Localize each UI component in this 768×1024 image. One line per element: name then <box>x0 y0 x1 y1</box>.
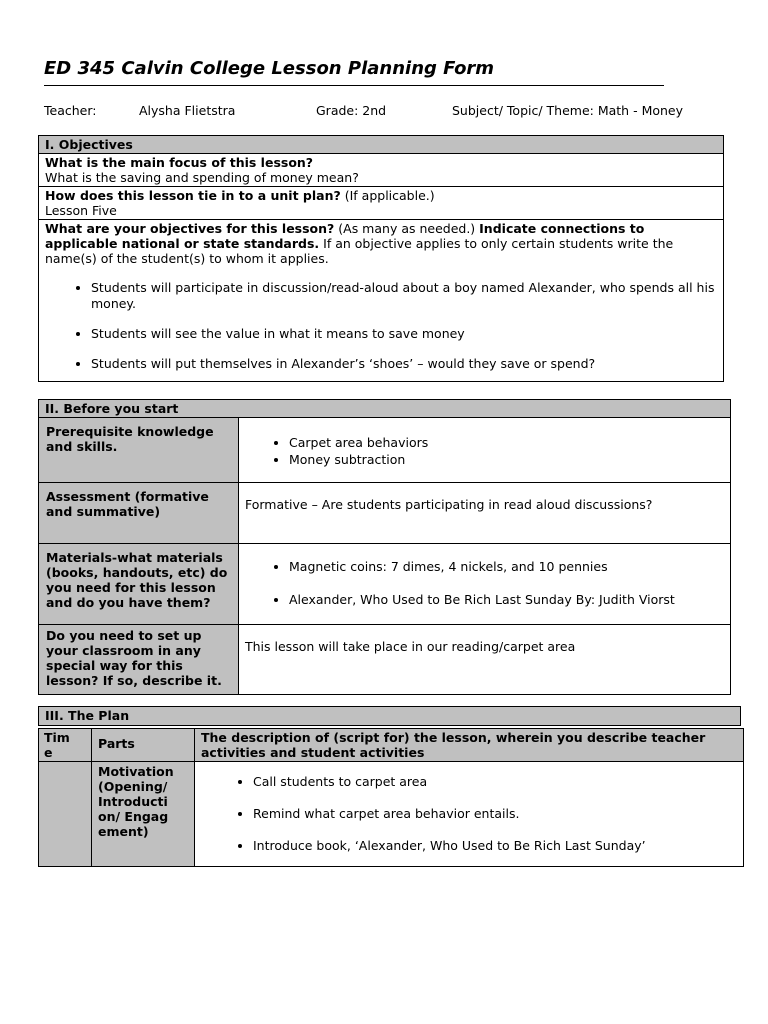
plan-header: III. The Plan <box>38 706 741 726</box>
plan-table <box>38 728 744 867</box>
list-item: • Introduce book, ‘Alexander, Who Used to Be Rich Last Sunday’ <box>253 838 737 854</box>
objectives-list <box>45 280 717 372</box>
unit-plan-question: How does this lesson tie in to a unit plan? <box>45 188 341 203</box>
main-focus-cell <box>39 154 724 187</box>
before-you-start-table <box>38 399 731 695</box>
materials-cell <box>239 544 731 625</box>
teacher-label: Teacher: <box>44 103 97 118</box>
list-item: • Magnetic coins: 7 dimes, 4 nickels, and 10 pennies <box>289 558 724 575</box>
setup-label: Do you need to set up your classroom in any special way for this lesson? If so, describe it. <box>39 625 239 695</box>
list-item: • Carpet area behaviors <box>289 434 724 451</box>
motivation-cell <box>195 762 744 867</box>
page-title: ED 345 Calvin College Lesson Planning Form <box>44 58 664 86</box>
main-focus-question: What is the main focus of this lesson? <box>45 155 314 170</box>
materials-label: Materials-what materials (books, handouts, etc) do you need for this lesson and do you have them? <box>39 544 239 625</box>
objectives-header: I. Objectives <box>39 136 724 154</box>
list-item: • Students will see the value in what it means to save money <box>91 326 717 342</box>
materials-list <box>245 558 724 608</box>
setup-value: This lesson will take place in our reading/carpet area <box>239 625 731 695</box>
prereq-label: Prerequisite knowledge and skills. <box>39 418 239 483</box>
unit-plan-cell <box>39 187 724 220</box>
list-item: • Remind what carpet area behavior entails. <box>253 806 737 822</box>
time-column-header: Time <box>39 729 92 762</box>
teacher-name: Alysha Flietstra <box>139 103 236 118</box>
standards-question: Indicate connections to applicable national or state standards. <box>45 221 645 251</box>
list-item: • Alexander, Who Used to Be Rich Last Sunday By: Judith Viorst <box>289 591 724 608</box>
objectives-note: (As many as needed.) <box>334 221 480 236</box>
main-focus-answer: What is the saving and spending of money mean? <box>45 170 359 185</box>
motivation-list <box>201 774 737 854</box>
subject-field: Subject/ Topic/ Theme: Math - Money <box>452 103 684 118</box>
unit-plan-note: (If applicable.) <box>340 188 435 203</box>
objectives-table <box>38 135 724 382</box>
prereq-cell <box>239 418 731 483</box>
objectives-cell <box>39 220 724 382</box>
unit-plan-answer: Lesson Five <box>45 203 117 218</box>
grade-field: Grade: 2nd <box>316 103 387 118</box>
assessment-label: Assessment (formative and summative) <box>39 483 239 544</box>
prereq-list <box>245 434 724 468</box>
description-column-header: The description of (script for) the lesson, wherein you describe teacher activities and student activities <box>195 729 744 762</box>
list-item: • Call students to carpet area <box>253 774 737 790</box>
list-item: • Money subtraction <box>289 451 724 468</box>
parts-column-header: Parts <box>92 729 195 762</box>
objectives-instruction: If an objective applies to only certain students write the name(s) of the student(s) to whom it applies. <box>45 236 674 266</box>
objectives-question: What are your objectives for this lesson? <box>45 221 335 236</box>
list-item: • Students will put themselves in Alexander’s ‘shoes’ – would they save or spend? <box>91 356 717 372</box>
motivation-label: Motivation (Opening/ Introduction/ Engagement) <box>92 762 195 867</box>
time-cell <box>39 762 92 867</box>
assessment-value: Formative – Are students participating in read aloud discussions? <box>239 483 731 544</box>
before-header: II. Before you start <box>39 400 731 418</box>
list-item: • Students will participate in discussion/read-aloud about a boy named Alexander, who spends all his money. <box>91 280 717 312</box>
